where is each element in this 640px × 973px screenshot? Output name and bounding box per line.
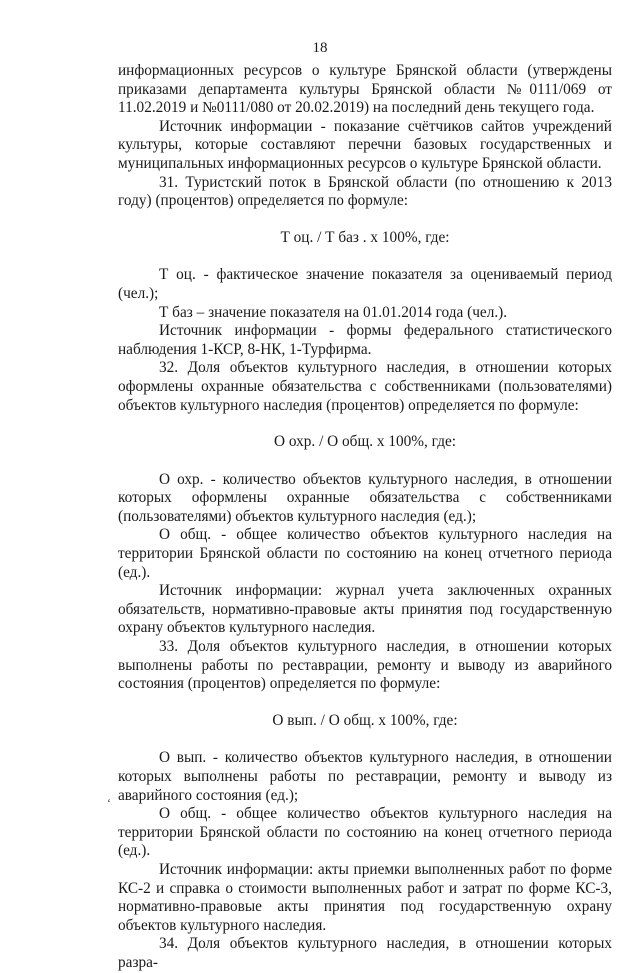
paragraph: 32. Доля объектов культурного наследия, в отношении которых оформлены охранные обязательства с собственниками (пользователями) объектов культурного наследия (процентов) определяется по формуле: <box>118 359 612 414</box>
paragraph: Источник информации - формы федерального статистического наблюдения 1-КСР, 8-НК, 1-Турфирма. <box>118 322 612 358</box>
paragraph: Источник информации - показание счётчиков сайтов учреждений культуры, которые составляют перечни базовых государственных и муниципальных информационных ресурсов о культуре Брянской области. <box>118 117 612 172</box>
paragraph: О общ. - общее количество объектов культурного наследия на территории Брянской области по состоянию на конец отчетного периода (ед.). <box>118 526 612 581</box>
paragraph: 34. Доля объектов культурного наследия, в отношении которых разра- <box>118 935 612 971</box>
paragraph: 31. Туристский поток в Брянской области (по отношению к 2013 году) (процентов) определяется по формуле: <box>118 173 612 210</box>
paragraph: Источник информации: журнал учета заключенных охранных обязательств, нормативно-правовые акты принятия под государственную охрану объектов культурного наследия. <box>118 582 612 637</box>
paragraph: О вып. - количество объектов культурного наследия, в отношении которых выполнены работы по реставрации, ремонту и выводу из аварийного состояния (ед.); <box>118 749 612 804</box>
paragraph: информационных ресурсов о культуре Брянской области (утверждены приказами департамента культуры Брянской области №0111/069 от 11.02.2019 и №0111/080 от 20.02.2019) на последний день текущего года. <box>118 62 612 117</box>
page-content <box>118 62 612 973</box>
margin-mark: ‘ <box>107 796 111 810</box>
paragraph: Т баз – значение показателя на 01.01.2014 года (чел.). <box>159 303 508 321</box>
paragraph: Т оц. - фактическое значение показателя за оцениваемый период (чел.); <box>118 266 612 302</box>
formula: О охр. / О общ. х 100%, где: <box>273 433 457 451</box>
paragraph: 33. Доля объектов культурного наследия, в отношении которых выполнены работы по реставрации, ремонту и выводу из аварийного состояния (процентов) определяется по формуле: <box>118 638 612 693</box>
page-number: 18 <box>312 40 328 56</box>
paragraph: Источник информации: акты приемки выполненных работ по форме КС-2 и справка о стоимости выполненных работ и затрат по форме КС-3, нормативно-правовые акты принятия под государственную охрану объектов культурного наследия. <box>118 860 612 934</box>
formula: О вып. / О общ. х 100%, где: <box>272 711 458 729</box>
formula: Т оц. / Т баз . х 100%, где: <box>280 228 450 246</box>
paragraph: О охр. - количество объектов культурного наследия, в отношении которых оформлены охранные обязательства с собственниками (пользователями) объектов культурного наследия (ед.); <box>118 470 612 525</box>
paragraph: О общ. - общее количество объектов культурного наследия на территории Брянской области по состоянию на конец отчетного периода (ед.). <box>118 805 612 860</box>
